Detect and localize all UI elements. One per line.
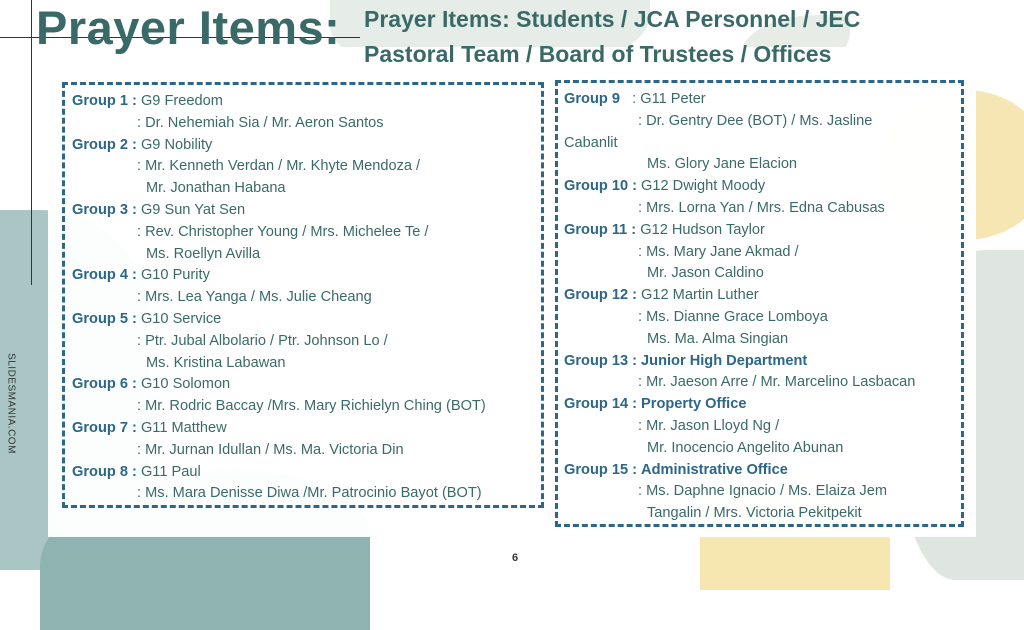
group-name: G12 Martin Luther xyxy=(641,287,759,304)
group-label: Group 2 : xyxy=(72,136,137,153)
group-name: Administrative Office xyxy=(641,461,788,478)
group-name: Property Office xyxy=(641,396,747,413)
group-name: G9 Sun Yat Sen xyxy=(140,201,246,218)
list-item xyxy=(72,135,541,157)
group-members: : Ms. Mary Jane Akmad / xyxy=(638,243,799,260)
group-members: Mr. Jonathan Habana xyxy=(146,180,286,197)
list-item xyxy=(72,462,541,484)
list-item xyxy=(72,418,541,440)
group-label: Group 7 : xyxy=(72,419,137,436)
group-members: : Rev. Christopher Young / Mrs. Michelee Te / xyxy=(137,223,429,240)
group-label: Group 5 : xyxy=(72,310,137,327)
page-subtitle xyxy=(364,2,860,72)
group-name: : G11 Peter xyxy=(632,91,706,107)
list-item xyxy=(72,91,541,113)
group-name: G10 Purity xyxy=(140,267,210,284)
group-name: G11 Paul xyxy=(140,463,201,480)
side-watermark-label: SLIDESMANIA.COM xyxy=(5,353,17,454)
group-members: Ms. Glory Jane Elacion xyxy=(647,156,798,173)
list-item xyxy=(564,89,961,111)
list-item xyxy=(564,394,961,416)
group-members: : Mr. Jason Lloyd Ng / xyxy=(638,417,780,434)
group-members: Ms. Ma. Alma Singian xyxy=(647,330,789,347)
group-name: G12 Dwight Moody xyxy=(641,178,766,195)
page-number: 6 xyxy=(512,552,519,564)
group-label: Group 14 : xyxy=(564,396,637,413)
group-name: G11 Matthew xyxy=(140,419,227,436)
group-label: Group 13 : xyxy=(564,352,637,369)
frame-line-vertical xyxy=(31,0,32,285)
group-label: Group 15 : xyxy=(564,461,637,478)
group-name: G9 Freedom xyxy=(140,93,223,109)
group-label: Group 8 : xyxy=(72,463,137,480)
group-members: Ms. Kristina Labawan xyxy=(146,354,286,371)
group-members: Mr. Jason Caldino xyxy=(647,265,764,282)
group-members: : Dr. Gentry Dee (BOT) / Ms. Jasline xyxy=(638,112,873,129)
list-item xyxy=(72,200,541,222)
group-name: G9 Nobility xyxy=(140,136,213,153)
right-group-list xyxy=(555,80,964,527)
group-members-wrap: Cabanlit xyxy=(564,134,618,151)
group-members: : Dr. Nehemiah Sia / Mr. Aeron Santos xyxy=(137,114,384,131)
group-name: G10 Solomon xyxy=(140,376,231,393)
group-label: Group 3 : xyxy=(72,201,137,218)
list-item xyxy=(564,460,961,482)
group-members: : Mrs. Lorna Yan / Mrs. Edna Cabusas xyxy=(638,199,885,216)
list-item xyxy=(564,176,961,198)
group-members: : Ms. Daphne Ignacio / Ms. Elaiza Jem xyxy=(638,483,888,500)
group-name: G10 Service xyxy=(140,310,222,327)
group-label: Group 12 : xyxy=(564,287,637,304)
group-members: : Ms. Mara Denisse Diwa /Mr. Patrocinio Bayot (BOT) xyxy=(137,485,482,502)
group-members: Ms. Roellyn Avilla xyxy=(146,245,261,262)
group-members: : Ptr. Jubal Albolario / Ptr. Johnson Lo / xyxy=(137,332,388,349)
group-members: : Ms. Dianne Grace Lomboya xyxy=(638,308,828,325)
group-name: Junior High Department xyxy=(641,352,808,369)
list-item xyxy=(72,309,541,331)
group-label: Group 9 xyxy=(564,91,620,107)
subtitle-line-2: Pastoral Team / Board of Trustees / Offices xyxy=(364,41,832,67)
group-label: Group 1 : xyxy=(72,93,137,109)
group-label: Group 11 : xyxy=(564,221,637,238)
list-item xyxy=(564,351,961,373)
subtitle-line-1: Prayer Items: Students / JCA Personnel / JEC xyxy=(364,6,861,32)
group-members: : Mr. Jurnan Idullan / Ms. Ma. Victoria Din xyxy=(137,441,404,458)
group-label: Group 10 : xyxy=(564,178,637,195)
list-item xyxy=(72,265,541,287)
group-members: : Mr. Rodric Baccay /Mrs. Mary Richielyn Ching (BOT) xyxy=(137,398,486,415)
left-group-list xyxy=(62,82,544,508)
page-title: Prayer Items: xyxy=(36,1,341,54)
group-members: : Mr. Kenneth Verdan / Mr. Khyte Mendoza / xyxy=(137,158,421,175)
group-members: : Mr. Jaeson Arre / Mr. Marcelino Lasbacan xyxy=(638,374,916,391)
list-item xyxy=(72,374,541,396)
group-label: Group 6 : xyxy=(72,376,137,393)
list-item xyxy=(564,220,961,242)
group-members: : Mrs. Lea Yanga / Ms. Julie Cheang xyxy=(137,289,372,306)
group-name: G12 Hudson Taylor xyxy=(640,221,765,238)
group-label: Group 4 : xyxy=(72,267,137,284)
group-members: Tangalin / Mrs. Victoria Pekitpekit xyxy=(647,505,862,522)
list-item xyxy=(564,285,961,307)
group-members: Mr. Inocencio Angelito Abunan xyxy=(647,439,844,456)
